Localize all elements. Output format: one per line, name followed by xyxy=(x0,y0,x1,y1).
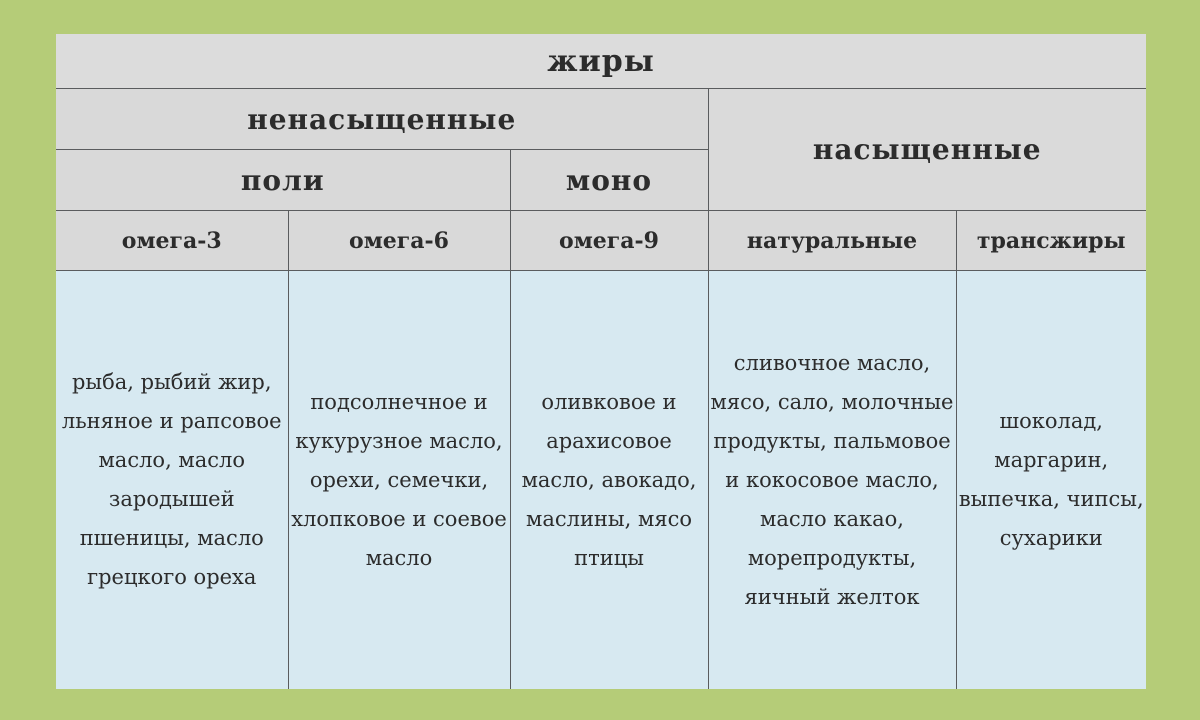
saturated-header: насыщенные xyxy=(708,89,1146,211)
table-cell-omega-9-sources xyxy=(510,271,708,690)
column-header-omega-3: омега-3 xyxy=(56,211,288,271)
poly-header: поли xyxy=(56,150,510,211)
unsaturated-header: ненасыщенные xyxy=(56,89,708,150)
cell-text: сливочное масло, мясо, сало, молочные продукты, пальмовое и кокосовое масло, масло какао, морепродукты, яичный желток xyxy=(710,350,954,609)
cell-text: подсолнечное и кукурузное масло, орехи, семечки, хлопковое и соевое масло xyxy=(291,389,507,570)
cell-text: оливковое и арахисовое масло, авокадо, маслины, мясо птицы xyxy=(521,389,697,570)
table-title: жиры xyxy=(56,34,1146,89)
column-header-trans-fats: трансжиры xyxy=(956,211,1146,271)
table-cell-omega-3-sources xyxy=(56,271,288,690)
column-header-omega-9: омега-9 xyxy=(510,211,708,271)
fats-table xyxy=(56,34,1146,689)
cell-text: рыба, рыбий жир, льняное и рапсовое масло, масло зародышей пшеницы, масло грецкого ореха xyxy=(61,370,282,589)
table-cell-omega-6-sources xyxy=(288,271,510,690)
table-cell-natural-sources xyxy=(708,271,956,690)
fats-table-panel xyxy=(56,34,1146,689)
mono-header: моно xyxy=(510,150,708,211)
table-cell-trans-fat-sources xyxy=(956,271,1146,690)
column-header-omega-6: омега-6 xyxy=(288,211,510,271)
cell-text: шоколад, маргарин, выпечка, чипсы, сухарики xyxy=(958,409,1144,550)
column-header-natural: натуральные xyxy=(708,211,956,271)
